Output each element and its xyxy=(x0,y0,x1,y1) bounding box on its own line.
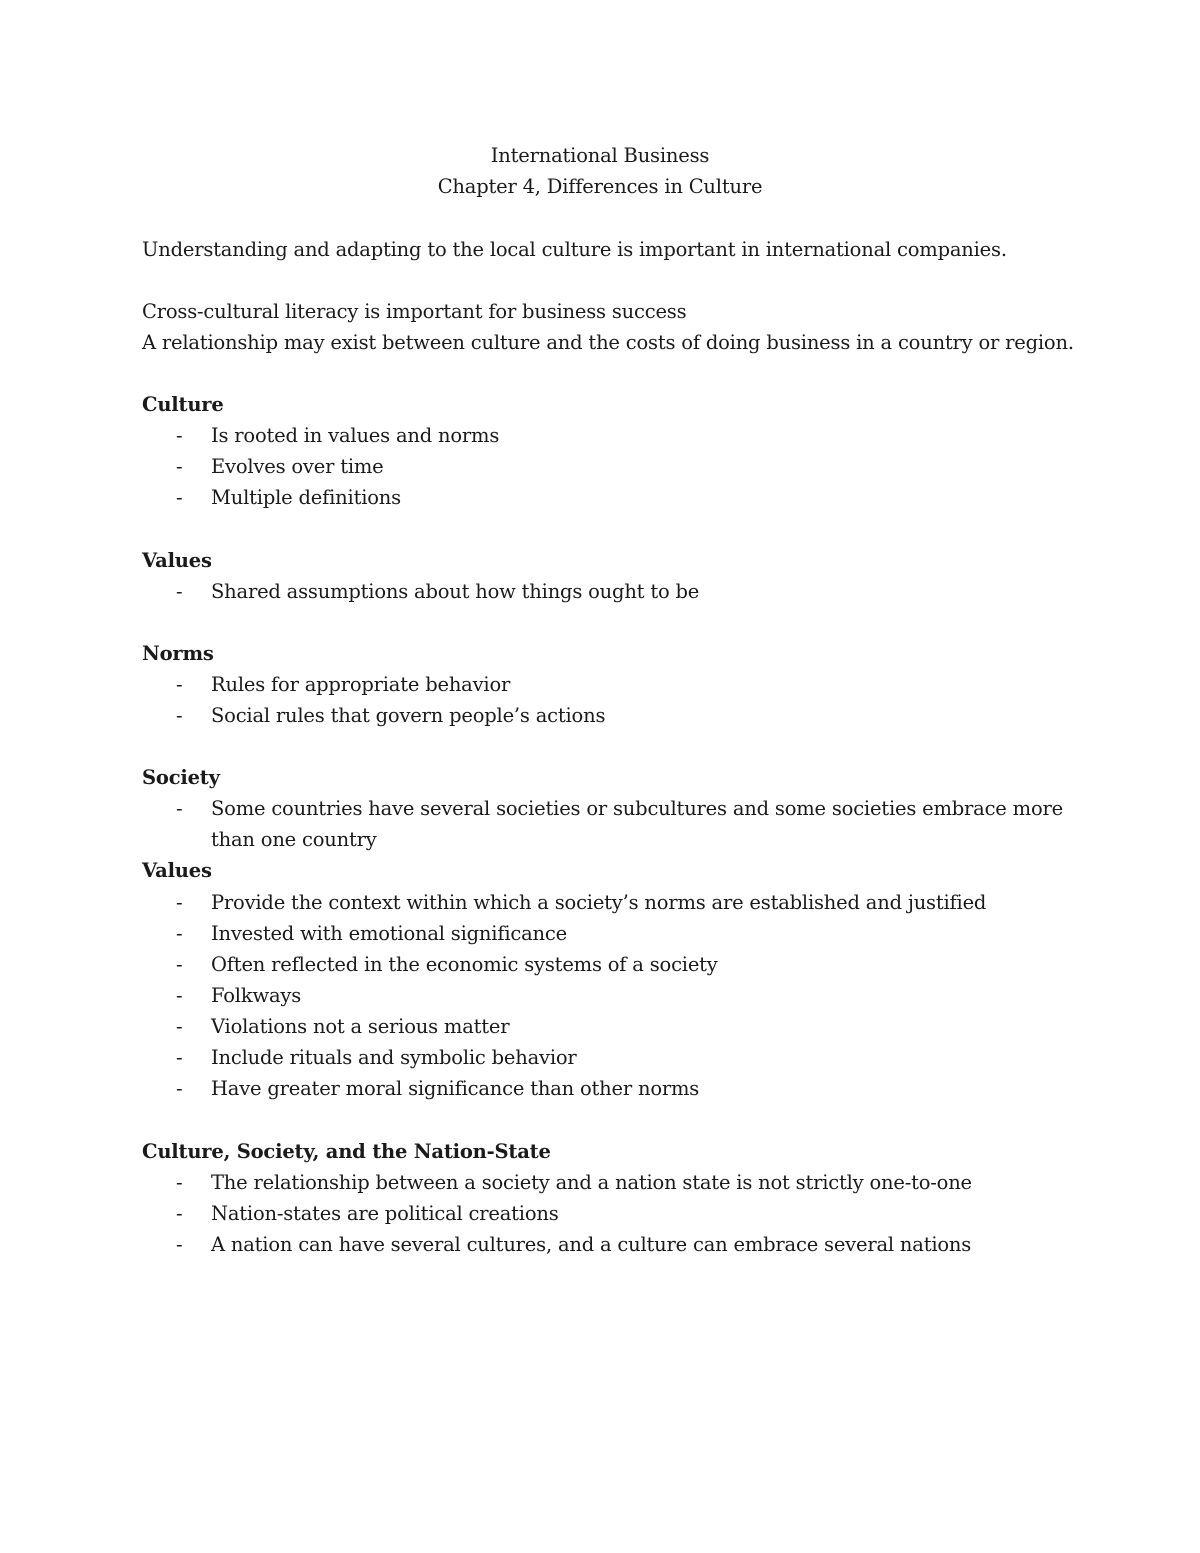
bullet-dash: - xyxy=(176,1202,183,1225)
bullet-dash: - xyxy=(176,1233,183,1256)
bullet-dash: - xyxy=(176,891,183,914)
section-heading-society: Society xyxy=(142,766,220,789)
bullet-dash: - xyxy=(176,984,183,1007)
list-item: Folkways xyxy=(211,984,301,1007)
list-item: Provide the context within which a society’s norms are established and justified xyxy=(211,891,987,914)
list-item: Include rituals and symbolic behavior xyxy=(211,1046,577,1069)
list-item: Violations not a serious matter xyxy=(211,1015,510,1038)
bullet-dash: - xyxy=(176,922,183,945)
section-heading-values: Values xyxy=(142,549,212,572)
bullet-dash: - xyxy=(176,1015,183,1038)
section-heading-nation-state: Culture, Society, and the Nation-State xyxy=(142,1140,551,1163)
list-item: The relationship between a society and a nation state is not strictly one-to-one xyxy=(211,1171,972,1194)
bullet-dash: - xyxy=(176,673,183,696)
list-item: Rules for appropriate behavior xyxy=(211,673,511,696)
section-heading-norms: Norms xyxy=(142,642,214,665)
bullet-dash: - xyxy=(176,486,183,509)
list-item-continuation: than one country xyxy=(211,828,377,851)
bullet-dash: - xyxy=(176,424,183,447)
bullet-dash: - xyxy=(176,1046,183,1069)
section-heading-values-2: Values xyxy=(142,859,212,882)
list-item: Multiple definitions xyxy=(211,486,401,509)
list-item: Some countries have several societies or subcultures and some societies embrace more xyxy=(211,797,1063,820)
list-item: Shared assumptions about how things ought to be xyxy=(211,580,700,603)
list-item: A nation can have several cultures, and a culture can embrace several nations xyxy=(211,1233,972,1256)
list-item: Often reflected in the economic systems of a society xyxy=(211,953,718,976)
list-item: Social rules that govern people’s actions xyxy=(211,704,606,727)
document-title: International Business xyxy=(490,144,710,167)
list-item: Evolves over time xyxy=(211,455,384,478)
bullet-dash: - xyxy=(176,704,183,727)
bullet-dash: - xyxy=(176,1171,183,1194)
bullet-dash: - xyxy=(176,953,183,976)
list-item: Invested with emotional significance xyxy=(211,922,567,945)
bullet-dash: - xyxy=(176,580,183,603)
bullet-dash: - xyxy=(176,797,183,820)
list-item: Have greater moral significance than other norms xyxy=(211,1077,700,1100)
list-item: Nation-states are political creations xyxy=(211,1202,559,1225)
intro-paragraph: Understanding and adapting to the local culture is important in international companies. xyxy=(142,238,1007,261)
document-subtitle: Chapter 4, Differences in Culture xyxy=(437,175,763,198)
bullet-dash: - xyxy=(176,455,183,478)
section-heading-culture: Culture xyxy=(142,393,224,416)
paragraph-relationship: A relationship may exist between culture and the costs of doing business in a country or region. xyxy=(142,331,1074,354)
bullet-dash: - xyxy=(176,1077,183,1100)
list-item: Is rooted in values and norms xyxy=(211,424,500,447)
paragraph-cross-cultural: Cross-cultural literacy is important for business success xyxy=(142,300,687,323)
